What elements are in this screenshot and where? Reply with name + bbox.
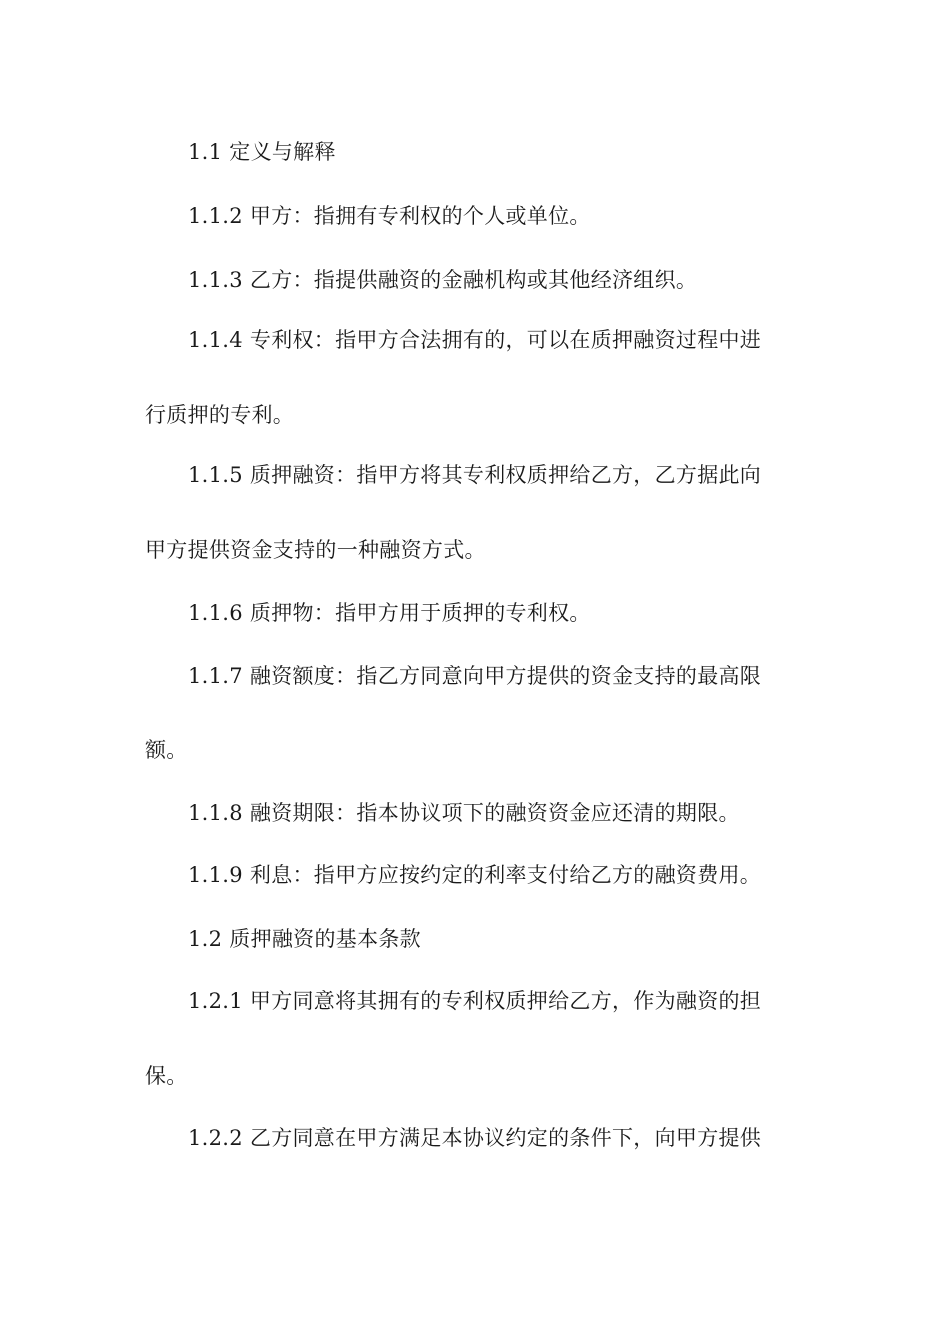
paragraph-1-1-4-continued: 行质押的专利。 xyxy=(145,403,295,427)
paragraph-1-2-1-continued: 保。 xyxy=(145,1064,188,1088)
paragraph-1-1-7-continued: 额。 xyxy=(145,738,188,762)
paragraph-1-1-5: 1.1.5 质押融资：指甲方将其专利权质押给乙方，乙方据此向 xyxy=(188,463,762,487)
paragraph-1-2-1: 1.2.1 甲方同意将其拥有的专利权质押给乙方，作为融资的担 xyxy=(188,989,762,1013)
paragraph-1-1-5-continued: 甲方提供资金支持的一种融资方式。 xyxy=(145,538,486,562)
paragraph-1-1-8: 1.1.8 融资期限：指本协议项下的融资资金应还清的期限。 xyxy=(188,801,740,825)
paragraph-1-1-3: 1.1.3 乙方：指提供融资的金融机构或其他经济组织。 xyxy=(188,268,698,292)
paragraph-1-1-2: 1.1.2 甲方：指拥有专利权的个人或单位。 xyxy=(188,204,591,228)
paragraph-1-1-7: 1.1.7 融资额度：指乙方同意向甲方提供的资金支持的最高限 xyxy=(188,664,762,688)
paragraph-1-1-6: 1.1.6 质押物：指甲方用于质押的专利权。 xyxy=(188,601,591,625)
paragraph-1-2-2: 1.2.2 乙方同意在甲方满足本协议约定的条件下，向甲方提供 xyxy=(188,1126,762,1150)
paragraph-1-1-9: 1.1.9 利息：指甲方应按约定的利率支付给乙方的融资费用。 xyxy=(188,863,762,887)
paragraph-1-1-4: 1.1.4 专利权：指甲方合法拥有的，可以在质押融资过程中进 xyxy=(188,328,762,352)
section-heading-1-2: 1.2 质押融资的基本条款 xyxy=(188,927,421,951)
section-heading-1-1: 1.1 定义与解释 xyxy=(188,140,336,164)
